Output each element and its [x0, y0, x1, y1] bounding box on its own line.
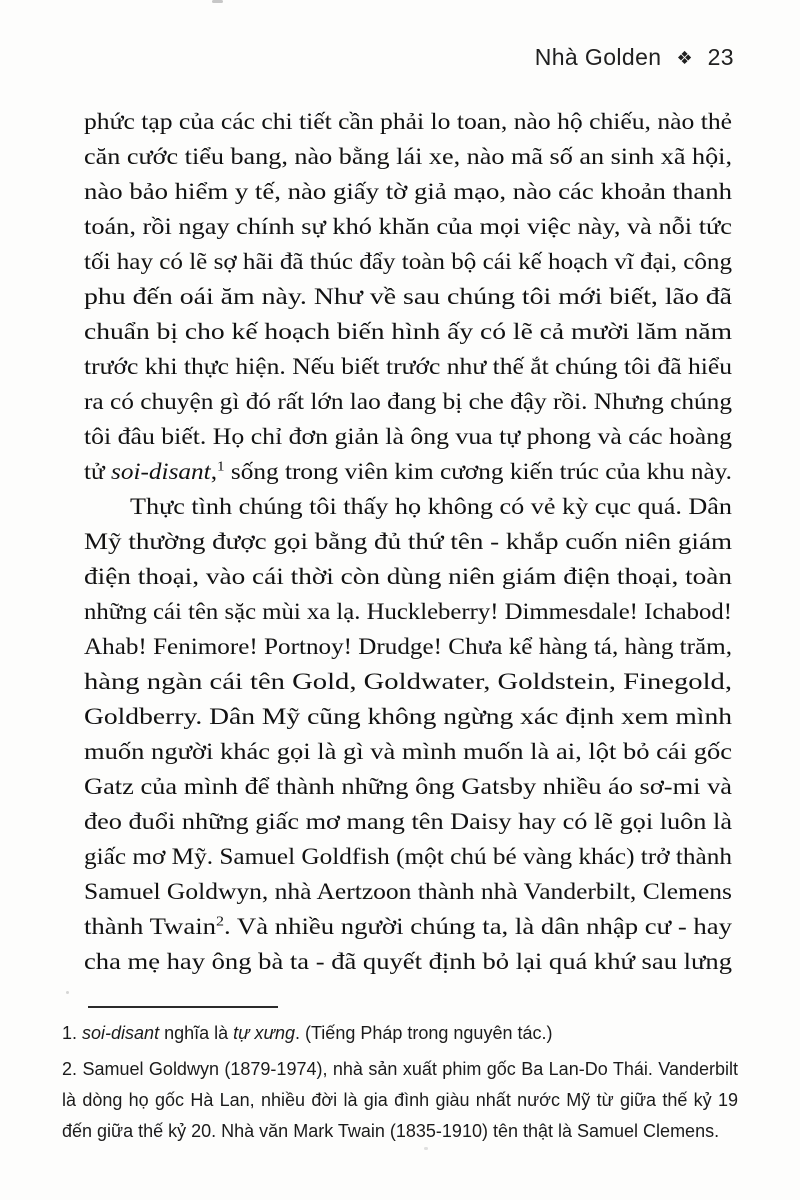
body-line: Ahab! Fenimore! Portnoy! Drudge! Chưa kể hàng tá, hàng trăm,: [84, 634, 732, 659]
body-line: ra có chuyện gì đó rất lớn lao đang bị che đậy rồi. Nhưng chúng: [84, 389, 732, 414]
body-line: toán, rồi ngay chính sự khó khăn của mọi việc này, và nỗi tức: [84, 214, 732, 239]
page-number: 23: [707, 44, 734, 70]
body-line: hàng ngàn cái tên Gold, Goldwater, Goldstein, Finegold,: [84, 669, 732, 694]
body-line: Gatz của mình để thành những ông Gatsby nhiều áo sơ-mi và: [84, 774, 732, 799]
diamond-ornament-icon: ❖: [676, 48, 693, 68]
footnote: 2. Samuel Goldwyn (1879-1974), nhà sản xuất phim gốc Ba Lan-Do Thái. Vanderbilt là dòng họ gốc Hà Lan, nhiều đời là gia đình giàu nhất nước Mỹ từ giữa thế kỷ 19 đến giữa thế kỷ 20. Nhà văn Mark Twain (1835-1910) tên thật là Samuel Clemens.: [62, 1059, 738, 1141]
body-line: tối hay có lẽ sợ hãi đã thúc đẩy toàn bộ cái kế hoạch vĩ đại, công: [84, 249, 732, 274]
body-text: [84, 104, 732, 979]
body-line: nào bảo hiểm y tế, nào giấy tờ giả mạo, nào các khoản thanh: [84, 179, 732, 204]
body-line: những cái tên sặc mùi xa lạ. Huckleberry! Dimmesdale! Ichabod!: [84, 599, 732, 624]
body-line: thành Twain$^2$. Và nhiều người chúng ta, là dân nhập cư - hay: [84, 913, 732, 939]
body-line: Samuel Goldwyn, nhà Aertzoon thành nhà Vanderbilt, Clemens: [84, 879, 732, 904]
body-line: cha mẹ hay ông bà ta - đã quyết định bỏ lại quá khứ sau lưng: [84, 949, 732, 974]
footnote-marker: 2.: [62, 1059, 78, 1079]
body-line: phức tạp của các chi tiết cần phải lo toan, nào hộ chiếu, nào thẻ: [84, 109, 732, 134]
body-line: Mỹ thường được gọi bằng đủ thứ tên - khắp cuốn niên giám: [84, 529, 732, 554]
body-line: phu đến oái ăm này. Như về sau chúng tôi mới biết, lão đã: [84, 284, 732, 309]
scan-speck: [424, 1147, 428, 1150]
body-line: giấc mơ Mỹ. Samuel Goldfish (một chú bé vàng khác) trở thành: [84, 844, 732, 869]
body-line: đeo đuổi những giấc mơ mang tên Daisy hay có lẽ gọi luôn là: [84, 809, 732, 834]
scan-speck: [66, 991, 69, 994]
footnotes: [62, 1018, 738, 1152]
footnote-separator: [88, 1006, 278, 1008]
body-line: điện thoại, vào cái thời còn dùng niên giám điện thoại, toàn: [84, 564, 732, 589]
footnote: 1. soi-disant nghĩa là tự xưng. (Tiếng Pháp trong nguyên tác.): [62, 1023, 553, 1043]
body-line: tử soi-disant,$^1$ sống trong viên kim cương kiến trúc của khu này.: [84, 458, 732, 484]
body-line: muốn người khác gọi là gì và mình muốn là ai, lột bỏ cái gốc: [84, 739, 732, 764]
running-header: [84, 44, 734, 71]
body-line: Goldberry. Dân Mỹ cũng không ngừng xác định xem mình: [84, 704, 732, 729]
body-line: Thực tình chúng tôi thấy họ không có vẻ kỳ cục quá. Dân: [130, 494, 732, 519]
body-line: căn cước tiểu bang, nào bằng lái xe, nào mã số an sinh xã hội,: [84, 144, 732, 169]
chapter-title: Nhà Golden: [534, 44, 662, 70]
body-line: trước khi thực hiện. Nếu biết trước như thế ắt chúng tôi đã hiểu: [84, 354, 732, 379]
scan-speck: [212, 0, 223, 3]
body-line: tôi đâu biết. Họ chỉ đơn giản là ông vua tự phong và các hoàng: [84, 424, 732, 449]
body-line: chuẩn bị cho kế hoạch biến hình ấy có lẽ cả mười lăm năm: [84, 319, 732, 344]
footnote-marker: 1.: [62, 1023, 78, 1043]
